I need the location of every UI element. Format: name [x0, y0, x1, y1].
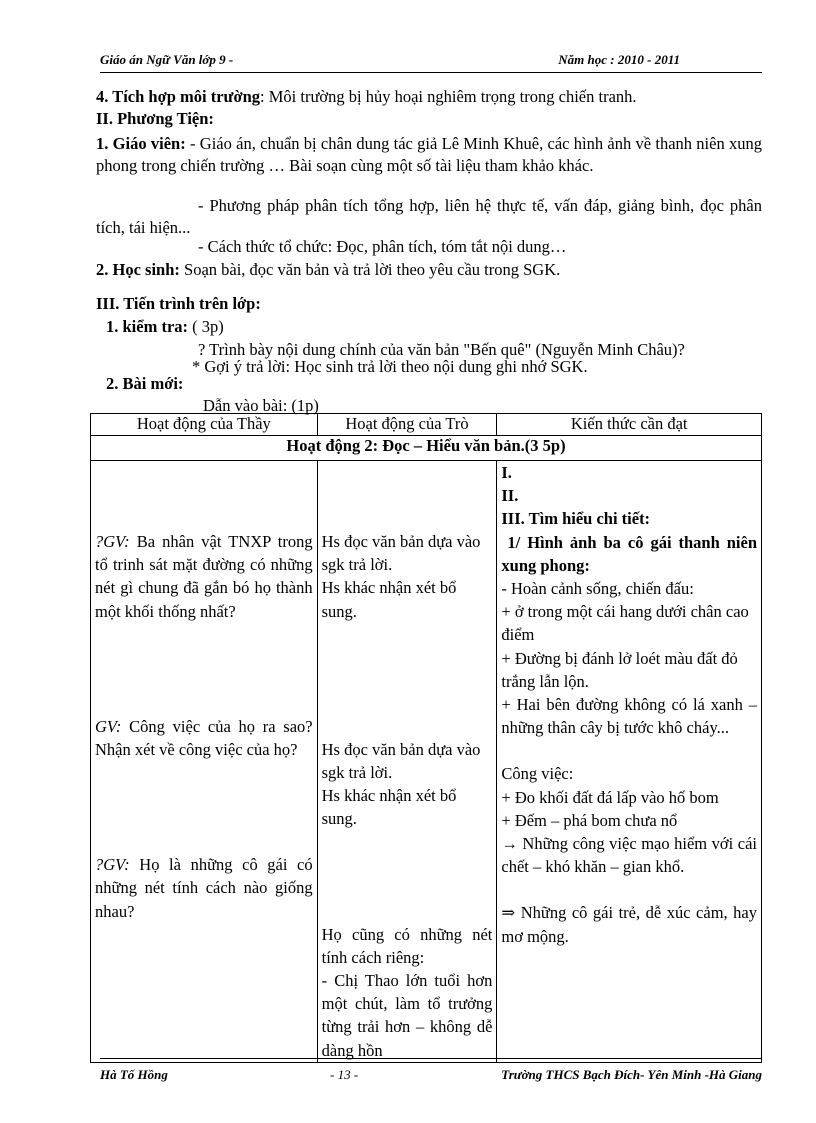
header-student: Hoạt động của Trò	[317, 414, 497, 436]
student-answer-3: Họ cũng có những nét tính cách riêng:	[321, 924, 493, 967]
student-answer-1: Hs đọc văn bản dựa vào sgk trả lời.	[321, 532, 481, 575]
item-i: I.	[501, 463, 512, 482]
teacher-column	[91, 461, 318, 1063]
knowledge-1: - Hoàn cảnh sống, chiến đấu:	[501, 579, 694, 599]
table-header-row	[91, 414, 762, 436]
content-row	[91, 461, 762, 1063]
knowledge-3: + Đường bị đánh lở loét màu đất đỏ trắng lẫn lộn.	[501, 648, 738, 691]
check-hint: * Gợi ý trả lời: Học sinh trả lời theo nội dung ghi nhớ SGK.	[192, 357, 588, 376]
q1-prefix: ?GV:	[95, 532, 130, 551]
section-3-title: III. Tiến trình trên lớp:	[96, 294, 261, 313]
q3-prefix: ?GV:	[95, 855, 130, 875]
knowledge-2: + ở trong một cái hang dưới chân cao điểm	[501, 602, 749, 645]
knowledge-9: ⇒ Những cô gái trẻ, dễ xúc cảm, hay mơ mộng.	[501, 903, 757, 946]
knowledge-4: + Hai bên đường không có lá xanh – những thân cây bị tước khô cháy...	[501, 695, 757, 738]
header-left: Giáo án Ngữ Văn lớp 9 -	[100, 52, 234, 67]
item-iii: III. Tìm hiểu chi tiết:	[501, 509, 651, 529]
lesson-table	[90, 413, 762, 1063]
section-4-text: : Môi trường bị hủy hoại nghiêm trọng trong chiến tranh.	[260, 87, 637, 106]
student-prep	[96, 259, 762, 281]
teacher-line3: - Cách thức tổ chức: Đọc, phân tích, tóm tắt nội dung…	[198, 237, 567, 256]
q2-prefix: GV:	[95, 716, 122, 736]
section-4-label: 4. Tích hợp môi trường	[96, 87, 261, 106]
knowledge-column	[497, 461, 762, 1063]
knowledge-5: Công việc:	[501, 764, 574, 784]
sub-heading-1: 1/ Hình ảnh ba cô gái thanh niên xung phong:	[501, 532, 757, 575]
student-answer-3b: - Chị Thao lớn tuổi hơn một chút, làm tổ trưởng từng trải hơn – không dễ dàng hồn	[321, 971, 493, 1060]
activity-title: Hoạt động 2: Đọc – Hiểu văn bản.(3 5p)	[91, 436, 762, 461]
check-label: 1. kiểm tra:	[106, 317, 189, 336]
q1-text: Ba nhân vật TNXP trong tổ trinh sát mặt đường có những nét gì chung đã gắn bó họ thành một khối thống nhất?	[95, 532, 313, 621]
section-4	[96, 86, 762, 108]
new-lesson-label: 2. Bài mới:	[106, 374, 184, 393]
student-answer-1b: Hs khác nhận xét bổ sung.	[321, 578, 457, 621]
header-teacher: Hoạt động của Thầy	[91, 414, 318, 436]
section-2-title: II. Phương Tiện:	[96, 109, 214, 128]
activity-row	[91, 436, 762, 461]
knowledge-7: + Đếm – phá bom chưa nổ	[501, 810, 678, 830]
footer-school: Trường THCS Bạch Đích- Yên Minh -Hà Giang	[501, 1067, 762, 1082]
knowledge-6: + Đo khối đất đá lấp vào hố bom	[501, 787, 719, 807]
student-label: 2. Học sinh:	[96, 260, 180, 279]
student-text: Soạn bài, đọc văn bản và trả lời theo yêu cầu trong SGK.	[179, 260, 561, 279]
page-footer	[100, 1058, 762, 1083]
header-right: Năm học : 2010 - 2011	[558, 52, 680, 67]
q2-text: Công việc của họ ra sao? Nhận xét về công việc của họ?	[95, 716, 313, 760]
teacher-question-3	[95, 853, 313, 923]
student-answer-2b: Hs khác nhận xét bổ sung.	[321, 786, 457, 829]
teacher-line1: - Giáo án, chuẩn bị chân dung tác giả Lê Minh Khuê, các hình ảnh về thanh niên xung phong trong chiến trường … Bài soạn cùng một số tài liệu tham khảo khác.	[96, 134, 762, 175]
check-question: ? Trình bày nội dung chính của văn bản "Bến quê" (Nguyễn Minh Châu)?	[198, 340, 685, 359]
header-knowledge: Kiến thức cần đạt	[497, 414, 762, 436]
student-answer-2: Hs đọc văn bản dựa vào sgk trả lời.	[321, 739, 481, 783]
item-ii: II.	[501, 486, 519, 506]
check-time: ( 3p)	[188, 317, 224, 336]
page-header	[100, 50, 762, 73]
student-column	[317, 461, 497, 1063]
footer-page-number: - 13 -	[330, 1067, 359, 1082]
teacher-label: 1. Giáo viên:	[96, 134, 186, 153]
new-lesson-intro: Dẫn vào bài: (1p)	[203, 396, 319, 415]
q3-text: Họ là những cô gái có những nét tính cách nào giống nhau?	[95, 855, 313, 921]
teacher-question-1	[95, 530, 313, 623]
teacher-line2: - Phương pháp phân tích tổng hợp, liên hệ thực tế, vấn đáp, giảng bình, đọc phân tích, tái hiện...	[96, 196, 762, 237]
check-section	[106, 316, 224, 338]
teacher-question-2	[95, 715, 313, 761]
knowledge-8: → Những công việc mạo hiểm với cái chết – khó khăn – gian khổ.	[501, 834, 757, 877]
teacher-prep	[96, 133, 762, 177]
footer-author: Hà Tố Hồng	[100, 1067, 168, 1082]
